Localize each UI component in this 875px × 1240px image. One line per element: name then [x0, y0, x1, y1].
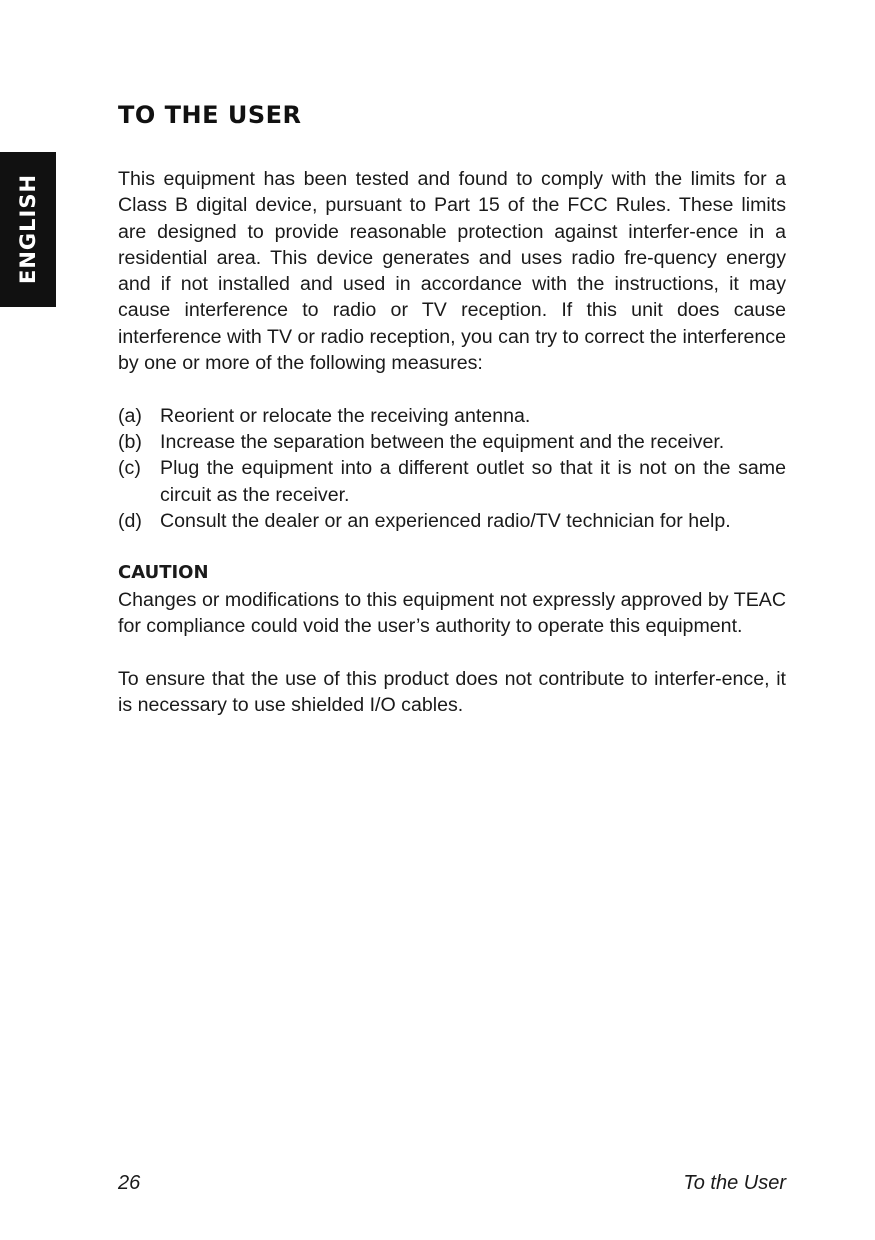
- language-tab: [0, 152, 56, 307]
- list-item-text: Consult the dealer or an experienced radio/TV technician for help.: [160, 509, 731, 532]
- shielded-cable-note: To ensure that the use of this product does not contribute to interfer-ence, it is necessary to use shielded I/O cables.: [118, 667, 786, 716]
- list-marker: (c): [118, 457, 141, 480]
- list-marker: (d): [118, 509, 142, 532]
- list-item-text: Plug the equipment into a different outlet so that it is not on the same circuit as the receiver.: [160, 457, 786, 506]
- page-number: 26: [118, 1172, 141, 1194]
- intro-paragraph: This equipment has been tested and found to comply with the limits for a Class B digital device, pursuant to Part 15 of the FCC Rules. These limits are designed to provide reasonable protection against interfer-ence in a residential area. This device generates and uses radio fre-quency energy and if not installed and used in accordance with the instructions, it may cause interference to radio or TV reception. If this unit does cause interference with TV or radio reception, you can try to correct the interference by one or more of the following measures:: [118, 168, 786, 375]
- list-marker: (b): [118, 430, 142, 453]
- language-tab-label: ENGLISH: [16, 173, 40, 285]
- page-title: TO THE USER: [118, 101, 302, 129]
- list-item: [118, 403, 786, 429]
- body-content: [118, 166, 786, 718]
- list-item-text: Reorient or relocate the receiving antenna.: [160, 404, 531, 427]
- list-item: [118, 455, 786, 508]
- measures-list: [118, 403, 786, 534]
- footer-section-title: To the User: [683, 1172, 786, 1194]
- list-item: [118, 508, 786, 534]
- caution-paragraph: Changes or modifications to this equipment not expressly approved by TEAC for compliance could void the user’s authority to operate this equipment.: [118, 588, 786, 638]
- list-marker: (a): [118, 404, 142, 427]
- list-item-text: Increase the separation between the equipment and the receiver.: [160, 430, 725, 453]
- caution-heading: CAUTION: [118, 562, 209, 584]
- list-item: [118, 429, 786, 455]
